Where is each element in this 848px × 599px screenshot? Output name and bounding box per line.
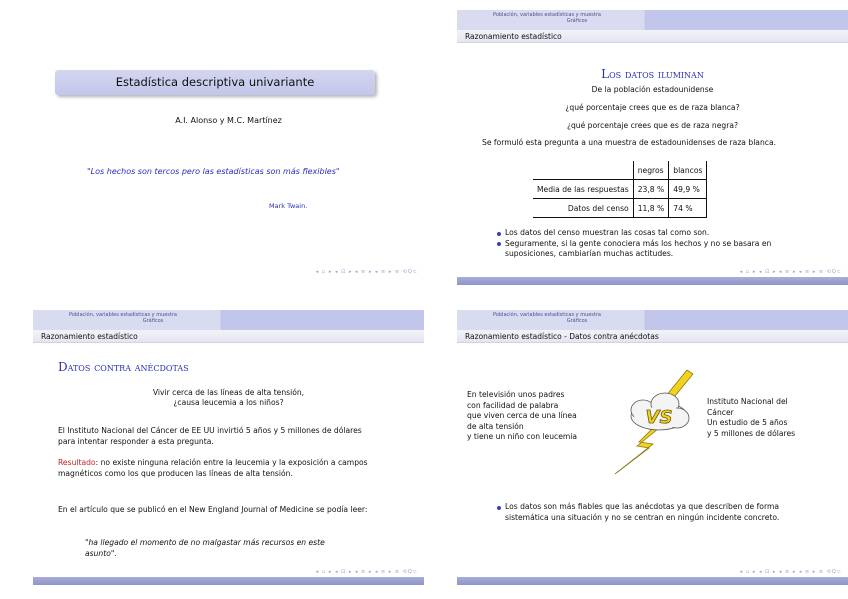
- table-header-row: [533, 161, 707, 180]
- list-item: Los datos del censo muestran las cosas tal como son.: [495, 228, 795, 239]
- text-line: ¿qué porcentaje crees que es de raza negra?: [566, 121, 739, 130]
- data-table: [533, 161, 707, 218]
- section-line-2: Gráficos: [142, 318, 164, 324]
- list-item: Los datos son más fiables que las anécdotas ya que describen de forma sistemática una situación y no se centran en ningún incidente concreto.: [495, 502, 813, 523]
- beamer-navigation[interactable]: ◂ ▫ ▸ ◂ ⊡ ▸ ◂ ≡ ▸ ◂ ≡ ▸ ≡ ⟲Q⊂: [739, 569, 842, 575]
- beamer-navigation[interactable]: ◂ ▫ ▸ ◂ ⊡ ▸ ◂ ≡ ▸ ◂ ≡ ▸ ≡ ⟲Q⊂: [315, 269, 418, 275]
- table-cell: 49,9 %: [669, 180, 707, 199]
- paragraph: En el artículo que se publicó en el New England Journal of Medicine se podía leer:: [58, 505, 368, 514]
- vs-label: VS: [645, 407, 673, 428]
- footer-bar: [457, 577, 848, 585]
- journal-quote: "ha llegado el momento de no malgastar más recursos en este asunto".: [85, 538, 325, 558]
- study-text: [707, 397, 842, 439]
- anecdote-text: [467, 390, 617, 443]
- frame-title-bar: [457, 330, 848, 343]
- text-line: de alta tensión: [467, 421, 524, 431]
- frame-title-bar: [33, 330, 424, 343]
- slide-los-datos-iluminan: [457, 10, 848, 285]
- text-line: Un estudio de 5 años: [707, 418, 788, 427]
- paragraph: Se formuló esta pregunta a una muestra de estadounidenses de raza blanca.: [482, 138, 777, 147]
- section-name: [457, 12, 637, 24]
- versus-lightning-icon: [609, 368, 713, 476]
- table-cell: 74 %: [669, 199, 707, 218]
- table-cell: 23,8 %: [633, 180, 669, 199]
- paragraph-result: [58, 458, 370, 479]
- question-line: ¿causa leucemia a los niños?: [173, 398, 284, 407]
- section-line-1: Población, variables estadísticas y muestra: [492, 312, 601, 318]
- frame-title: Razonamiento estadístico - Datos contra anécdotas: [465, 332, 659, 341]
- footer-bar: [457, 277, 848, 285]
- question-line: Vivir cerca de las líneas de alta tensión,: [152, 388, 305, 397]
- presentation-title: Estadística descriptiva univariante: [55, 70, 375, 95]
- text-line: con facilidad de palabra: [467, 400, 559, 410]
- table-row: [533, 199, 707, 218]
- result-text: : no existe ninguna relación entre la leucemia y la exposición a campos magnéticos como los que producen las líneas de alta tensión.: [58, 458, 368, 478]
- table-cell: 11,8 %: [633, 199, 669, 218]
- slide-tv-vs-instituto: [457, 310, 848, 585]
- section-name: [457, 312, 637, 324]
- paragraph: El Instituto Nacional del Cáncer de EE UU invirtió 5 años y 5 millones de dólares para intentar responder a esta pregunta.: [58, 426, 362, 446]
- slide-heading: Los datos iluminan: [601, 67, 704, 81]
- bullet-list: [495, 228, 795, 260]
- section-line-2: Gráficos: [566, 18, 588, 24]
- beamer-navigation[interactable]: ◂ ▫ ▸ ◂ ⊡ ▸ ◂ ≡ ▸ ◂ ≡ ▸ ≡ ⟲Q⊂: [739, 269, 842, 275]
- text-line: Cáncer: [707, 407, 734, 417]
- beamer-navigation[interactable]: ◂ ▫ ▸ ◂ ⊡ ▸ ◂ ≡ ▸ ◂ ≡ ▸ ≡ ⟲Q⊂: [315, 569, 418, 575]
- text-line: y 5 millones de dólares: [707, 428, 796, 438]
- text-line: ¿qué porcentaje crees que es de raza blanca?: [565, 103, 740, 112]
- text-line: y tiene un niño con leucemia: [467, 432, 578, 441]
- section-line-2: Gráficos: [566, 318, 588, 324]
- row-label: Datos del censo: [533, 199, 633, 218]
- frame-title-bar: [457, 30, 848, 43]
- section-line-1: Población, variables estadísticas y muestra: [492, 12, 601, 18]
- headline-bar: [33, 310, 424, 330]
- text-line: que viven cerca de una línea: [467, 411, 577, 420]
- bullet-list: [495, 502, 813, 523]
- table-header: negros: [633, 161, 669, 180]
- result-label: Resultado: [58, 458, 96, 467]
- epigraph-quote: "Los hechos son tercos pero las estadísticas son más flexibles": [87, 167, 340, 176]
- epigraph-author: Mark Twain.: [269, 202, 308, 210]
- text-line: Instituto Nacional del: [707, 397, 788, 406]
- text-line: En televisión unos padres: [467, 390, 565, 399]
- table-header: blancos: [669, 161, 707, 180]
- frame-title: Razonamiento estadístico: [41, 332, 138, 341]
- authors: A.I. Alonso y M.C. Martínez: [175, 116, 282, 125]
- headline-bar: [457, 310, 848, 330]
- table-row: [533, 180, 707, 199]
- section-line-1: Población, variables estadísticas y muestra: [68, 312, 177, 318]
- row-label: Media de las respuestas: [533, 180, 633, 199]
- slide-datos-contra-anecdotas: [33, 310, 424, 585]
- frame-title: Razonamiento estadístico: [465, 32, 562, 41]
- list-item: Seguramente, si la gente conociera más los hechos y no se basara en suposiciones, cambiarían muchas actitudes.: [495, 239, 795, 260]
- section-name: [33, 312, 213, 324]
- text-line: De la población estadounidense: [591, 85, 714, 94]
- headline-bar: [457, 10, 848, 30]
- footer-bar: [33, 577, 424, 585]
- slide-heading: Datos contra anécdotas: [58, 360, 189, 374]
- slide-title: [33, 10, 424, 285]
